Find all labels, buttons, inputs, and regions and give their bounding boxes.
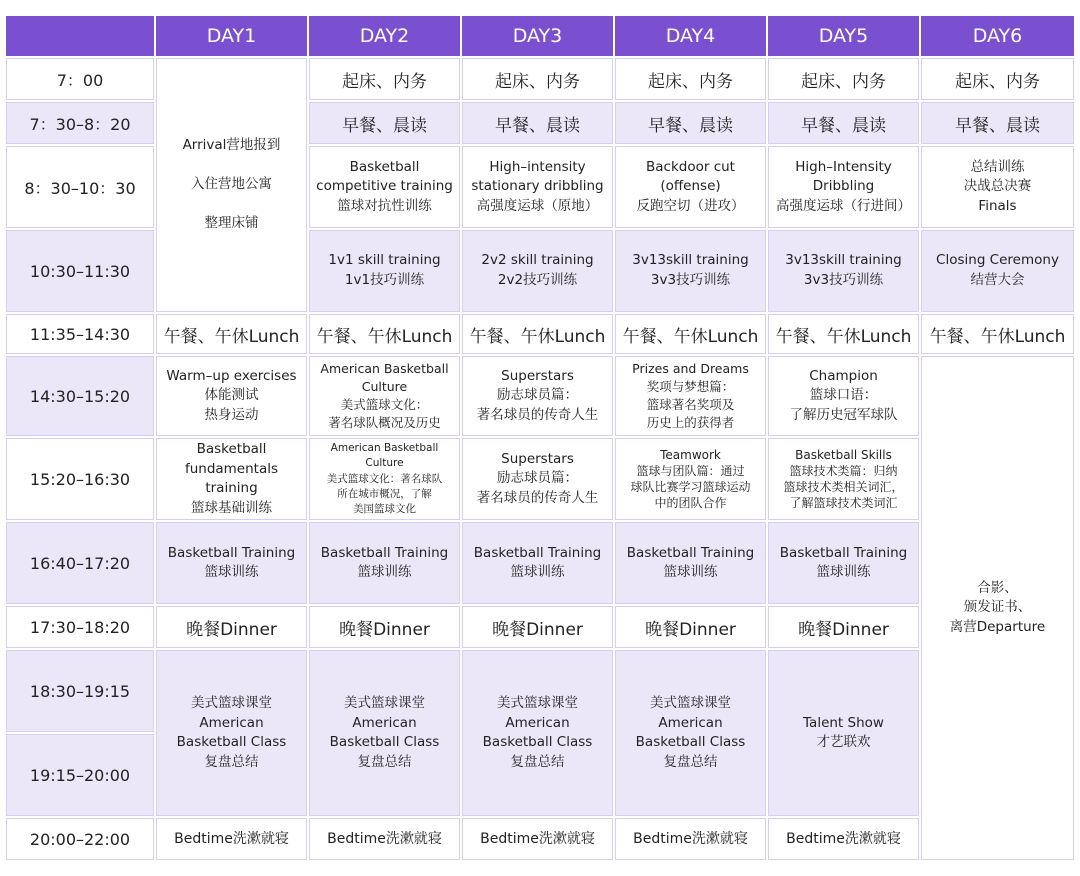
lunch-cell: 午餐、午休Lunch: [920, 313, 1075, 355]
evening-class-cell: 美式篮球课堂 American Basketball Class 复盘总结: [461, 649, 614, 817]
lunch-cell: 午餐、午休Lunch: [767, 313, 920, 355]
time-cell: 7：30–8：20: [5, 101, 155, 145]
wake-cell: 起床、内务: [308, 57, 461, 101]
session1-day2-cell: Basketball competitive training 篮球对抗性训练: [308, 145, 461, 229]
dinner-cell: 晚餐Dinner: [614, 605, 767, 649]
bedtime-cell: Bedtime洗漱就寝: [767, 817, 920, 861]
session2-day5-cell: 3v13skill training 3v3技巧训练: [767, 229, 920, 313]
time-cell: 17:30–18:20: [5, 605, 155, 649]
day6-departure-cell: 合影、 颁发证书、 离营Departure: [920, 355, 1075, 861]
evening-class-cell: 美式篮球课堂 American Basketball Class 复盘总结: [614, 649, 767, 817]
row-0700: [5, 57, 1075, 101]
day1-warmup-cell: Warm–up exercises 体能测试 热身运动: [155, 355, 308, 437]
afternoon1-day3-cell: Superstars 励志球员篇： 著名球员的传奇人生: [461, 355, 614, 437]
wake-cell: 起床、内务: [461, 57, 614, 101]
header-day1: DAY1: [155, 15, 308, 57]
training-cell: Basketball Training 篮球训练: [155, 521, 308, 605]
breakfast-cell: 早餐、晨读: [920, 101, 1075, 145]
wake-cell: 起床、内务: [920, 57, 1075, 101]
session2-day4-cell: 3v13skill training 3v3技巧训练: [614, 229, 767, 313]
time-cell: 8：30–10：30: [5, 145, 155, 229]
afternoon1-day4-cell: Prizes and Dreams 奖项与梦想篇： 篮球著名奖项及 历史上的获得者: [614, 355, 767, 437]
header-day6: DAY6: [920, 15, 1075, 57]
session1-day3-cell: High–intensity stationary dribbling 高强度运球（原地）: [461, 145, 614, 229]
day1-fundamentals-cell: Basketball fundamentals training 篮球基础训练: [155, 437, 308, 521]
training-cell: Basketball Training 篮球训练: [614, 521, 767, 605]
row-1730: [5, 605, 1075, 649]
session2-day2-cell: 1v1 skill training 1v1技巧训练: [308, 229, 461, 313]
time-cell: 14:30–15:20: [5, 355, 155, 437]
breakfast-cell: 早餐、晨读: [614, 101, 767, 145]
training-cell: Basketball Training 篮球训练: [461, 521, 614, 605]
lunch-cell: 午餐、午休Lunch: [308, 313, 461, 355]
lunch-cell: 午餐、午休Lunch: [461, 313, 614, 355]
lunch-cell: 午餐、午休Lunch: [614, 313, 767, 355]
dinner-cell: 晚餐Dinner: [767, 605, 920, 649]
time-cell: 10:30–11:30: [5, 229, 155, 313]
lunch-cell: 午餐、午休Lunch: [155, 313, 308, 355]
session2-day3-cell: 2v2 skill training 2v2技巧训练: [461, 229, 614, 313]
header-day2: DAY2: [308, 15, 461, 57]
row-1830: [5, 649, 1075, 733]
time-cell: 16:40–17:20: [5, 521, 155, 605]
training-cell: Basketball Training 篮球训练: [767, 521, 920, 605]
header-row: [5, 15, 1075, 57]
day1-arrival-cell: Arrival营地报到 入住营地公寓 整理床铺: [155, 57, 308, 313]
header-corner: [5, 15, 155, 57]
camp-schedule-table: [4, 14, 1076, 862]
row-1430: [5, 355, 1075, 437]
afternoon2-day4-cell: Teamwork 篮球与团队篇：通过 球队比赛学习篮球运动 中的团队合作: [614, 437, 767, 521]
row-2000: [5, 817, 1075, 861]
wake-cell: 起床、内务: [767, 57, 920, 101]
breakfast-cell: 早餐、晨读: [308, 101, 461, 145]
time-cell: 11:35–14:30: [5, 313, 155, 355]
time-cell: 20:00–22:00: [5, 817, 155, 861]
dinner-cell: 晚餐Dinner: [155, 605, 308, 649]
afternoon1-day5-cell: Champion 篮球口语： 了解历史冠军球队: [767, 355, 920, 437]
row-1135: [5, 313, 1075, 355]
bedtime-cell: Bedtime洗漱就寝: [614, 817, 767, 861]
header-day5: DAY5: [767, 15, 920, 57]
time-cell: 19:15–20:00: [5, 733, 155, 817]
evening-class-cell: 美式篮球课堂 American Basketball Class 复盘总结: [155, 649, 308, 817]
breakfast-cell: 早餐、晨读: [461, 101, 614, 145]
bedtime-cell: Bedtime洗漱就寝: [155, 817, 308, 861]
dinner-cell: 晚餐Dinner: [461, 605, 614, 649]
header-day4: DAY4: [614, 15, 767, 57]
time-cell: 18:30–19:15: [5, 649, 155, 733]
evening-class-cell: 美式篮球课堂 American Basketball Class 复盘总结: [308, 649, 461, 817]
afternoon2-day2-cell: American Basketball Culture 美式篮球文化：著名球队 所在城市概况，了解 美国篮球文化: [308, 437, 461, 521]
talent-show-cell: Talent Show 才艺联欢: [767, 649, 920, 817]
afternoon1-day2-cell: American Basketball Culture 美式篮球文化： 著名球队概况及历史: [308, 355, 461, 437]
time-cell: 7：00: [5, 57, 155, 101]
bedtime-cell: Bedtime洗漱就寝: [308, 817, 461, 861]
wake-cell: 起床、内务: [614, 57, 767, 101]
session1-day6-cell: 总结训练 决战总决赛 Finals: [920, 145, 1075, 229]
row-1520: [5, 437, 1075, 521]
training-cell: Basketball Training 篮球训练: [308, 521, 461, 605]
breakfast-cell: 早餐、晨读: [767, 101, 920, 145]
session2-day6-cell: Closing Ceremony 结营大会: [920, 229, 1075, 313]
dinner-cell: 晚餐Dinner: [308, 605, 461, 649]
afternoon2-day5-cell: Basketball Skills 篮球技术类篇：归纳 篮球技术类相关词汇， 了解篮球技术类词汇: [767, 437, 920, 521]
header-day3: DAY3: [461, 15, 614, 57]
row-1640: [5, 521, 1075, 605]
session1-day5-cell: High–Intensity Dribbling 高强度运球（行进间）: [767, 145, 920, 229]
afternoon2-day3-cell: Superstars 励志球员篇： 著名球员的传奇人生: [461, 437, 614, 521]
bedtime-cell: Bedtime洗漱就寝: [461, 817, 614, 861]
session1-day4-cell: Backdoor cut (offense) 反跑空切（进攻）: [614, 145, 767, 229]
time-cell: 15:20–16:30: [5, 437, 155, 521]
